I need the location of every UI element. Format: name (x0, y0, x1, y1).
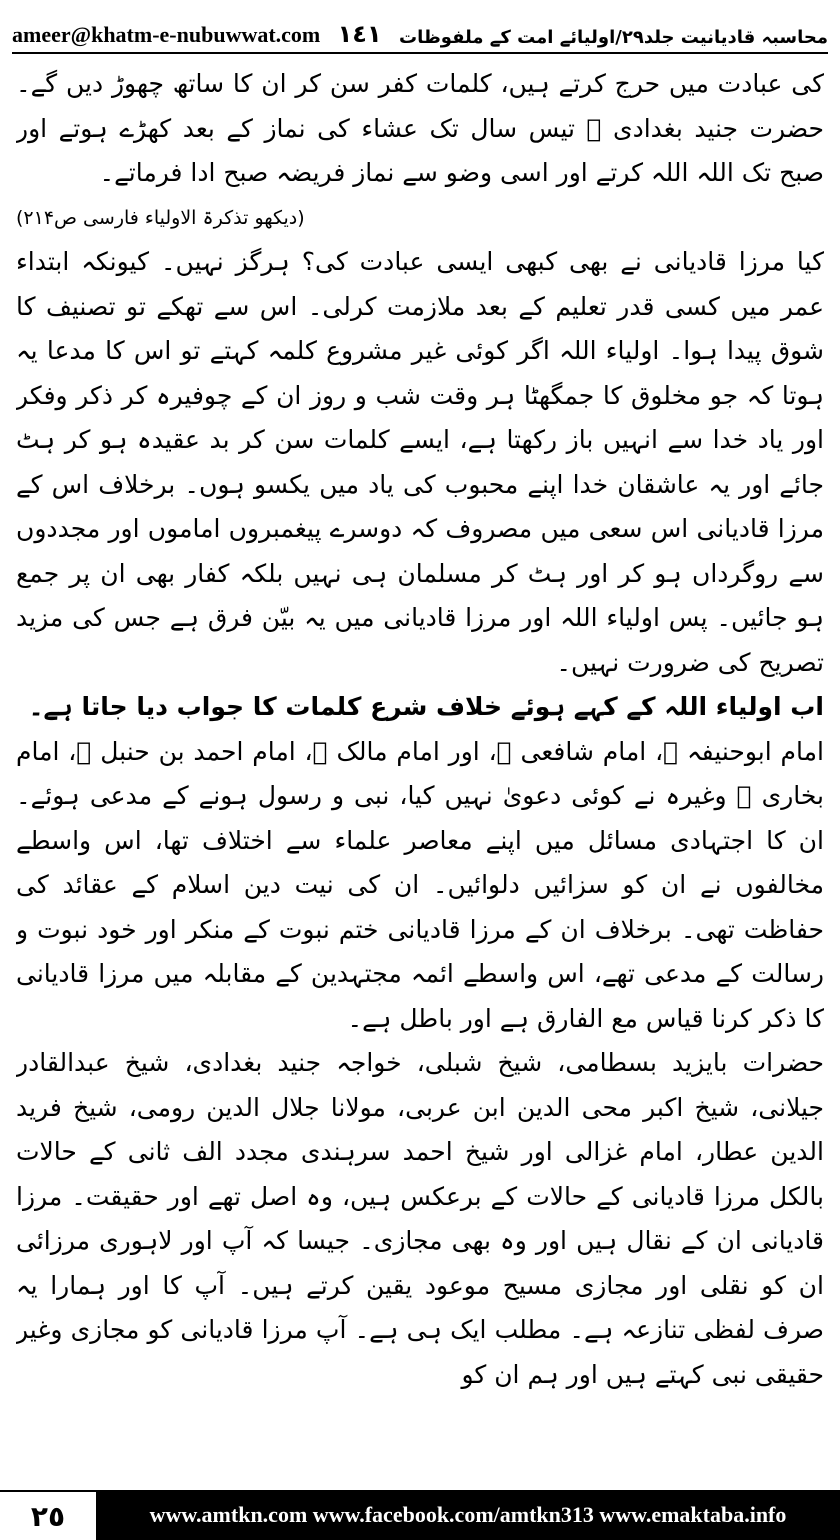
footer-links[interactable]: www.amtkn.com www.facebook.com/amtkn313 www.emaktaba.info (149, 1502, 787, 1527)
page-footer (0, 1490, 840, 1540)
paragraph-1: کی عبادت میں حرج کرتے ہیں، کلمات کفر سن کر ان کا ساتھ چھوڑ دیں گے۔ حضرت جنید بغدادی ﷫ تیس سال تک عشاء کی نماز کے بعد کھڑے ہوتے اور صبح تک اللہ اللہ کرتے اور اسی وضو سے نماز فریضہ صبح ادا فرماتے۔ (16, 69, 824, 187)
header-email[interactable]: ameer@khatm-e-nubuwwat.com (12, 22, 321, 47)
header-title: محاسبہ قادیانیت جلد۲۹/اولیائے امت کے ملفوظات (399, 27, 828, 48)
header-page-number: ١٤١ (337, 20, 382, 48)
paragraph-4: امام ابوحنیفہ ﷫، امام شافعی ﷫، اور امام مالک ﷫، امام احمد بن حنبل ﷫، امام بخاری ﷫ وغیرہ نے کوئی دعویٰ نہیں کیا، نبی و رسول ہونے کے مدعی ہوئے۔ ان کا اجتہادی مسائل میں اپنے معاصر علماء سے اختلاف تھا، اس واسطے مخالفوں نے ان کو سزائیں دلوائیں۔ ان کی نیت دین اسلام کے عقائد کی حفاظت تھی۔ برخلاف ان کے مرزا قادیانی ختم نبوت کے منکر اور خود نبوت و رسالت کے مدعی تھے، اس واسطے ائمہ مجتہدین کے مقابلہ میں مرزا قادیانی کا ذکر کرنا قیاس مع الفارق ہے اور باطل ہے۔ (16, 736, 824, 1033)
footer-page-number: ٢٥ (0, 1490, 96, 1540)
paragraph-2: کیا مرزا قادیانی نے بھی کبھی ایسی عبادت کی؟ ہرگز نہیں۔ کیونکہ ابتداء عمر میں کسی قدر تعلیم کے بعد ملازمت کرلی۔ اس سے تھکے تو تصنیف کا شوق پیدا ہوا۔ اولیاء اللہ اگر کوئی غیر مشروع کلمہ کہتے تو اس کا مدعا یہ ہوتا کہ جو مخلوق کا جمگھٹا ہر وقت شب و روز ان کے چوفیرہ کر ذکر وفکر اور یاد خدا سے انہیں باز رکھتا ہے، ایسے کلمات سن کر بد عقیدہ ہو کر ہٹ جائے اور یہ عاشقان خدا اپنے محبوب کی یاد میں یکسو ہوں۔ برخلاف اس کے مرزا قادیانی اس سعی میں مصروف کہ دوسرے پیغمبروں اماموں اور مجددوں سے روگرداں ہو کر اور ہٹ کر مسلمان ہی نہیں بلکہ کفار بھی ان پر جمع ہو جائیں۔ پس اولیاء اللہ اور مرزا قادیانی میں یہ بیّن فرق ہے جس کی مزید تصریح کی ضرورت نہیں۔ (16, 247, 824, 677)
reference-citation: (دیکھو تذکرۃ الاولیاء فارسی ص۲۱۴) (16, 206, 305, 229)
page-body (16, 62, 824, 1477)
paragraph-5: حضرات بایزید بسطامی، شیخ شبلی، خواجہ جنید بغدادی، شیخ عبدالقادر جیلانی، شیخ اکبر محی الدین ابن عربی، مولانا جلال الدین رومی، شیخ فرید الدین عطار، امام غزالی اور شیخ احمد سرہندی مجدد الف ثانی کے حالات بالکل مرزا قادیانی کے حالات کے برعکس ہیں، وہ اصل تھے اور حقیقت۔ مرزا قادیانی ان کے نقال ہیں اور وہ بھی مجازی۔ جیسا کہ آپ اور لاہوری مرزائی ان کو نقلی اور مجازی مسیح موعود یقین کرتے ہیں۔ آپ کا اور ہمارا یہ صرف لفظی تنازعہ ہے۔ مطلب ایک ہی ہے۔ آپ مرزا قادیانی کو مجازی وغیر حقیقی نبی کہتے ہیں اور ہم ان کو (16, 1048, 824, 1389)
paragraph-3: اب اولیاء اللہ کے کہے ہوئے خلاف شرع کلمات کا جواب دیا جاتا ہے۔ (28, 692, 824, 721)
page-header (12, 8, 828, 54)
reference-line (16, 196, 824, 241)
